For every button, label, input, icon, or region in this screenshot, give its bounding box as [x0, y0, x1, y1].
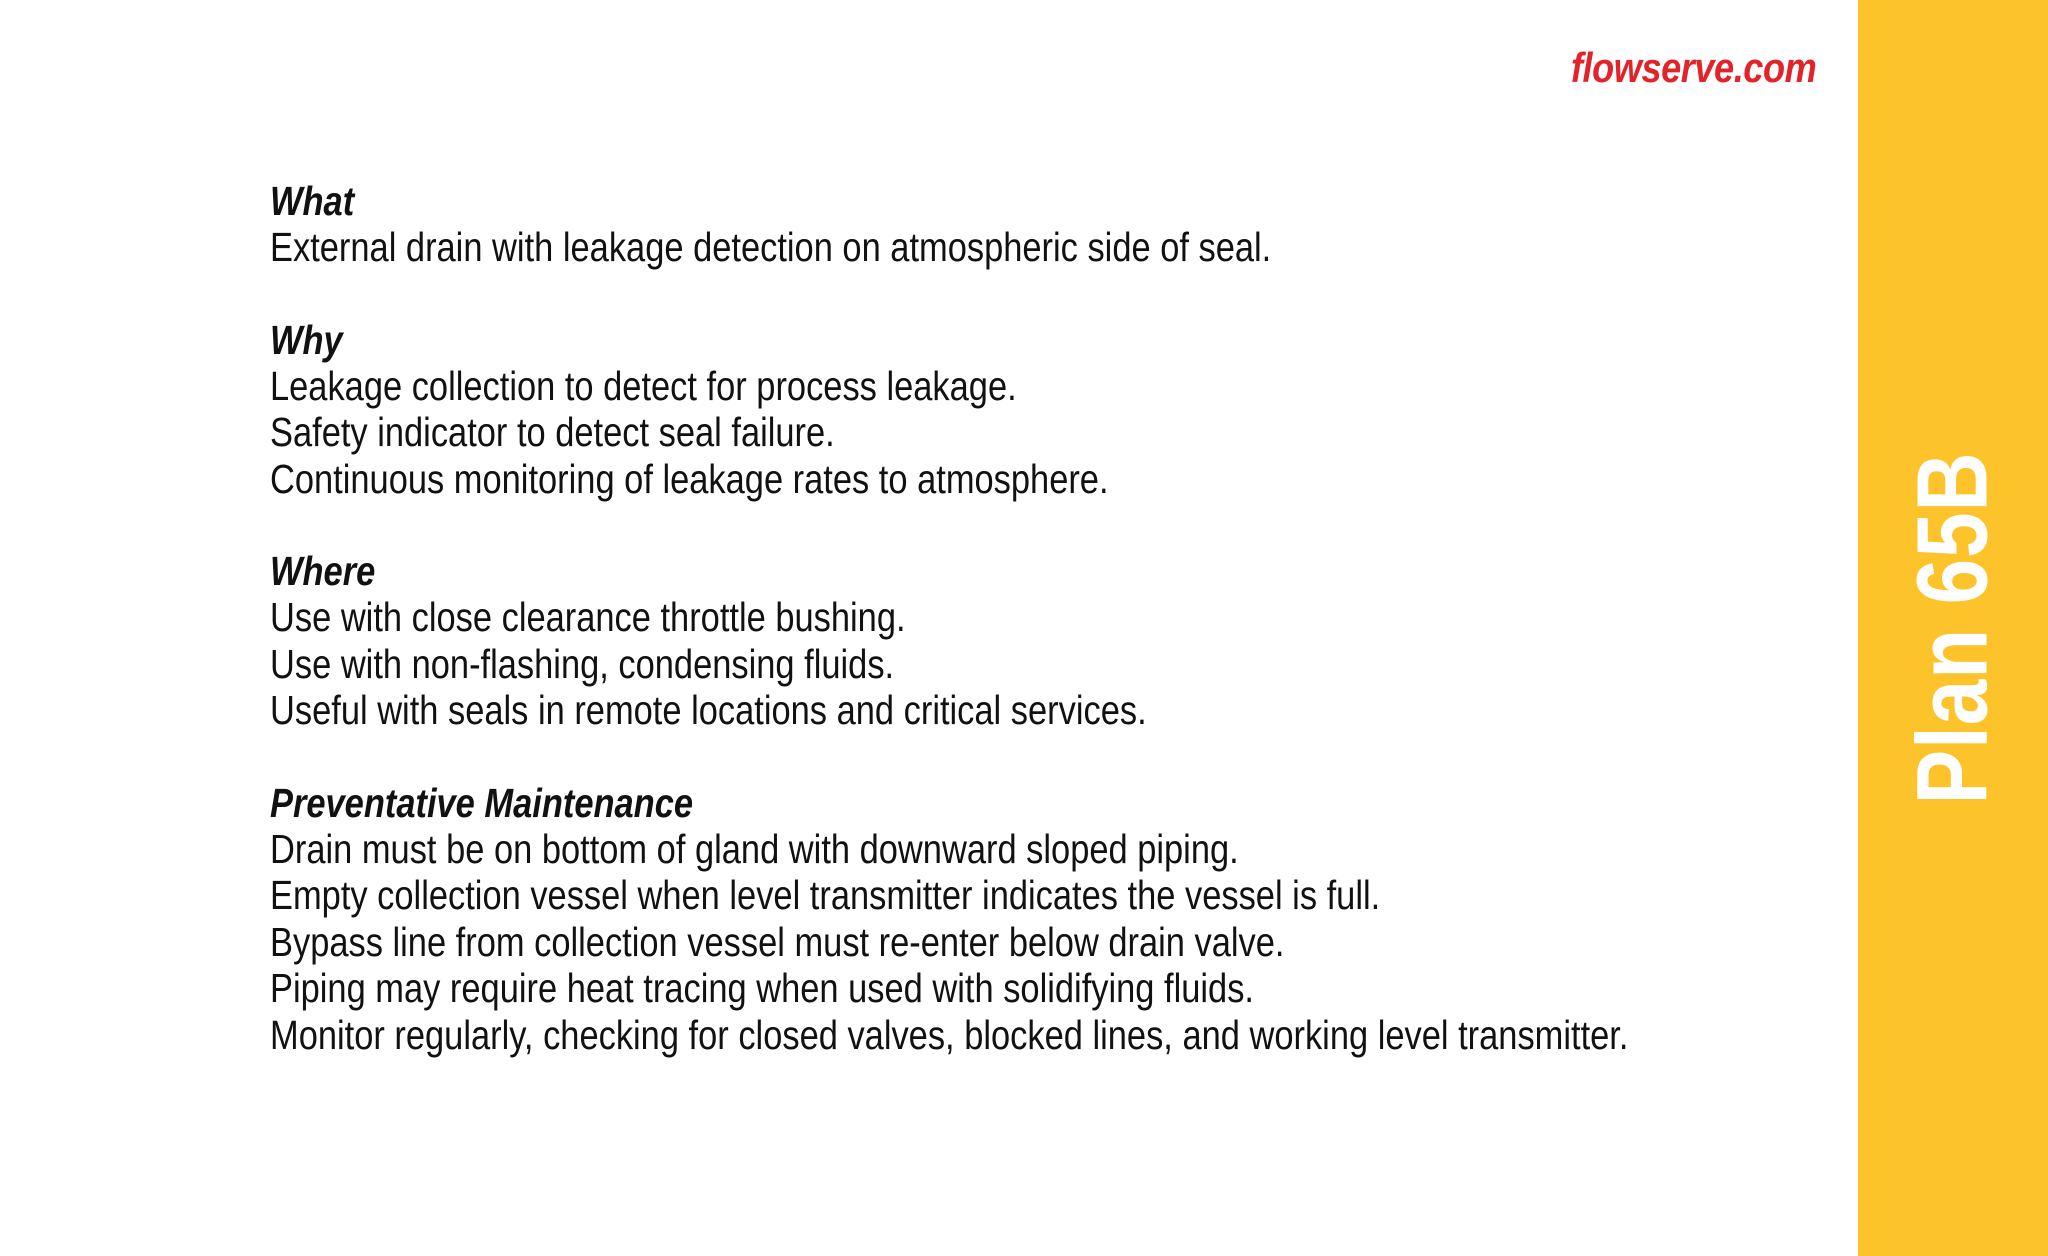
content-body — [270, 178, 1830, 1104]
section-why — [270, 317, 1830, 503]
section-what — [270, 178, 1830, 271]
section-line: Piping may require heat tracing when used with solidifying fluids. — [270, 965, 1254, 1011]
section-line: Monitor regularly, checking for closed valves, blocked lines, and working level transmitter. — [270, 1011, 1629, 1058]
section-where — [270, 548, 1830, 734]
section-line: Use with non-flashing, condensing fluids. — [270, 640, 895, 687]
section-line: Use with close clearance throttle bushing. — [270, 594, 906, 640]
section-line: Continuous monitoring of leakage rates to atmosphere. — [270, 455, 1109, 502]
section-heading: Preventative Maintenance — [270, 779, 694, 826]
sidebar-panel — [1858, 0, 2048, 1256]
section-line: Bypass line from collection vessel must re-enter below drain valve. — [270, 918, 1285, 965]
section-preventative-maintenance — [270, 780, 1830, 1059]
brand-url: flowserve.com — [1570, 44, 1816, 91]
section-heading: What — [270, 178, 355, 224]
section-line: Leakage collection to detect for process leakage. — [270, 362, 1017, 409]
section-line: Useful with seals in remote locations and critical services. — [270, 687, 1147, 733]
section-heading: Where — [270, 548, 376, 594]
section-line: Drain must be on bottom of gland with downward sloped piping. — [270, 825, 1239, 872]
section-heading: Why — [270, 316, 343, 363]
section-line: External drain with leakage detection on atmospheric side of seal. — [270, 224, 1272, 270]
section-line: Empty collection vessel when level transmitter indicates the vessel is full. — [270, 872, 1381, 918]
plan-title: Plan 65B — [1896, 451, 2009, 805]
section-line: Safety indicator to detect seal failure. — [270, 409, 835, 455]
